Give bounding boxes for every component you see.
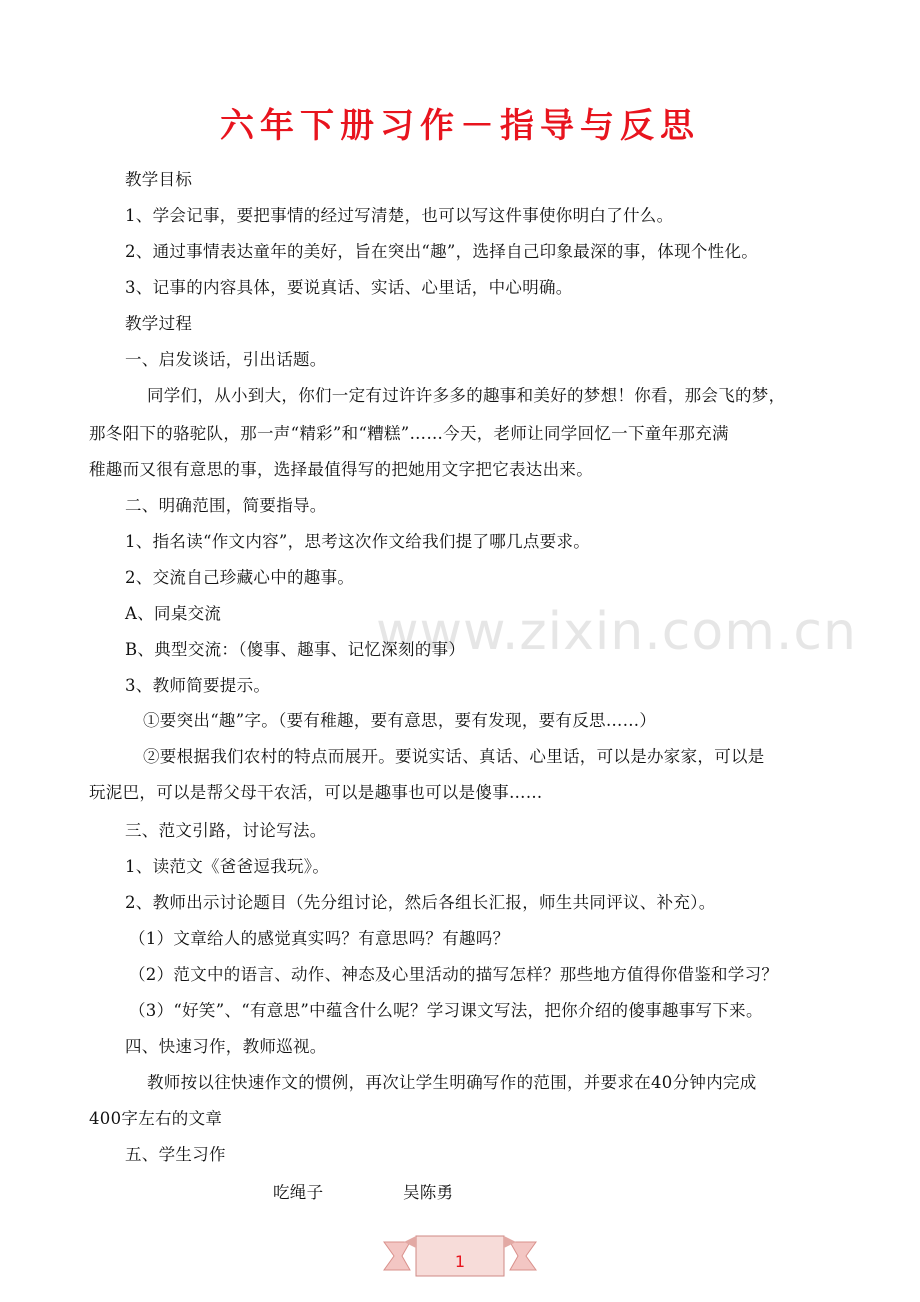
list-item: A、同桌交流 bbox=[125, 604, 222, 623]
list-item: 1、指名读“作文内容”，思考这次作文给我们提了哪几点要求。 bbox=[125, 532, 591, 551]
tip-item: ②要根据我们农村的特点而展开。要说实话、真话、心里话，可以是办家家，可以是 bbox=[143, 747, 765, 766]
section-heading: 一、启发谈话，引出话题。 bbox=[125, 350, 327, 369]
question-item: （2）范文中的语言、动作、神态及心里活动的描写怎样？那些地方值得你借鉴和学习？ bbox=[129, 965, 779, 984]
document-title: 六年下册习作－指导与反思 bbox=[220, 106, 700, 146]
section-heading: 三、范文引路，讨论写法。 bbox=[125, 821, 327, 840]
goals-heading: 教学目标 bbox=[125, 170, 193, 189]
question-item: （3）“好笑”、“有意思”中蕴含什么呢？学习课文写法，把你介绍的傻事趣事写下来。 bbox=[129, 1001, 763, 1020]
paragraph-line: 400字左右的文章 bbox=[89, 1109, 223, 1128]
paragraph-line: 那冬阳下的骆驼队，那一声“精彩”和“糟糕”……今天，老师让同学回忆一下童年那充满 bbox=[89, 424, 729, 443]
goal-item: 1、学会记事，要把事情的经过写清楚，也可以写这件事使你明白了什么。 bbox=[125, 206, 674, 225]
watermark: www.zixin.com.cn bbox=[376, 602, 857, 662]
list-item: 2、交流自己珍藏心中的趣事。 bbox=[125, 568, 355, 587]
goal-item: 3、记事的内容具体，要说真话、实话、心里话，中心明确。 bbox=[125, 278, 573, 297]
list-item: B、典型交流：（傻事、趣事、记忆深刻的事） bbox=[125, 640, 466, 659]
list-item: 3、教师简要提示。 bbox=[125, 676, 271, 695]
paragraph-line: 教师按以往快速作文的惯例，再次让学生明确写作的范围，并要求在40分钟内完成 bbox=[147, 1073, 757, 1092]
list-item: 1、读范文《爸爸逗我玩》。 bbox=[125, 857, 330, 876]
process-heading: 教学过程 bbox=[125, 314, 193, 333]
goal-item: 2、通过事情表达童年的美好，旨在突出“趣”，选择自己印象最深的事，体现个性化。 bbox=[125, 242, 759, 261]
list-item: 2、教师出示讨论题目（先分组讨论，然后各组长汇报，师生共同评议、补充）。 bbox=[125, 893, 716, 912]
page-number: 1 bbox=[454, 1252, 466, 1271]
paragraph-line: 同学们，从小到大，你们一定有过许许多多的趣事和美好的梦想！你看，那会飞的梦， bbox=[147, 386, 786, 405]
section-heading: 五、学生习作 bbox=[125, 1145, 226, 1164]
essay-title: 吃绳子 bbox=[273, 1183, 324, 1202]
essay-author: 吴陈勇 bbox=[403, 1183, 454, 1202]
section-heading: 二、明确范围，简要指导。 bbox=[125, 496, 327, 515]
tip-item: 玩泥巴，可以是帮父母干农活，可以是趣事也可以是傻事…… bbox=[89, 783, 543, 802]
section-heading: 四、快速习作，教师巡视。 bbox=[125, 1037, 327, 1056]
tip-item: ①要突出“趣”字。（要有稚趣，要有意思，要有发现，要有反思……） bbox=[143, 711, 657, 730]
paragraph-line: 稚趣而又很有意思的事，选择最值得写的把她用文字把它表达出来。 bbox=[89, 460, 593, 479]
question-item: （1）文章给人的感觉真实吗？有意思吗？有趣吗？ bbox=[129, 929, 510, 948]
